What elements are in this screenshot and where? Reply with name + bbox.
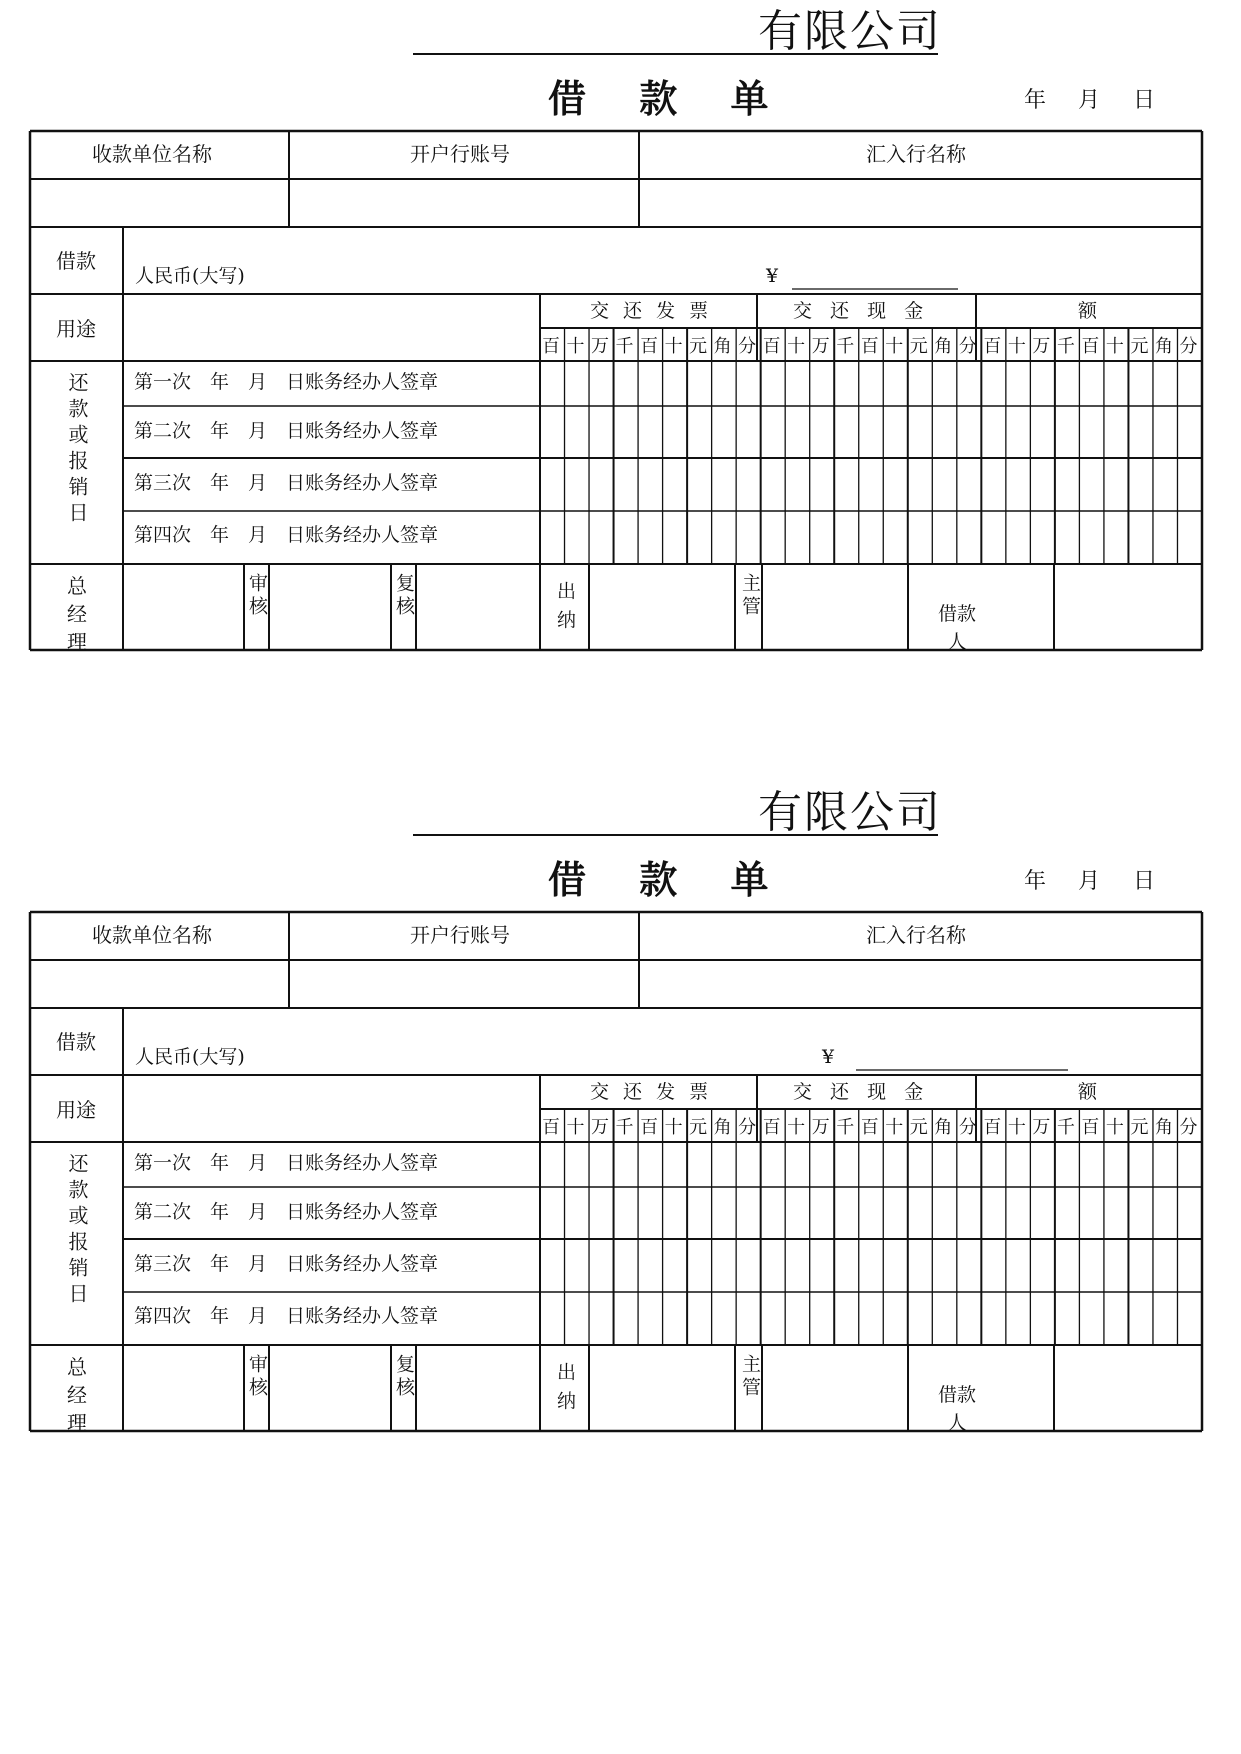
digit-unit-label: 千 [615, 1117, 634, 1138]
digit-unit-label: 千 [1056, 1117, 1075, 1138]
digit-unit-label: 元 [909, 336, 928, 357]
digit-unit-label: 分 [738, 336, 757, 357]
digit-unit-label: 百 [1081, 336, 1100, 357]
rmb-uppercase-label: 人民币(大写) [135, 1046, 245, 1068]
digit-unit-label: 万 [811, 1117, 830, 1138]
remit-bank-field[interactable] [641, 962, 1200, 1007]
digit-unit-label: 万 [591, 1117, 610, 1138]
borrower-label: 借款人 [937, 603, 976, 653]
borrower-label: 借款人 [937, 1384, 976, 1434]
borrower-signature-field[interactable] [1058, 1346, 1200, 1428]
company-suffix: 有限公司 [758, 6, 942, 57]
digit-unit-label: 角 [1154, 336, 1173, 357]
form-title: 借 款 单 [548, 857, 789, 902]
review-signature-field[interactable] [418, 1346, 539, 1428]
audit-signature-field[interactable] [271, 565, 388, 647]
date-year: 年 [1024, 869, 1047, 894]
purpose-label: 用途 [56, 317, 96, 341]
digit-unit-label: 千 [836, 336, 855, 357]
amount-figure-field[interactable] [792, 260, 958, 290]
bank-account-header: 开户行账号 [410, 142, 510, 166]
bank-account-header: 开户行账号 [410, 923, 510, 947]
digit-unit-label: 元 [689, 1117, 708, 1138]
digit-unit-label: 千 [1056, 336, 1075, 357]
digit-unit-label: 万 [591, 336, 610, 357]
review-signature-field[interactable] [418, 565, 539, 647]
loan-label: 借款 [56, 249, 96, 273]
repay-row-2: 第二次 年 月 日账务经办人签章 [134, 420, 439, 442]
digit-unit-label: 分 [738, 1117, 757, 1138]
digit-unit-label: 角 [1154, 1117, 1173, 1138]
repay-date-label: 还款或报销日 [65, 372, 89, 528]
general-manager-label: 总 经 理 [67, 574, 91, 654]
repay-row-1: 第一次 年 月 日账务经办人签章 [134, 371, 439, 393]
digit-unit-label: 万 [1032, 336, 1051, 357]
remit-bank-header: 汇入行名称 [866, 142, 966, 166]
repay-row-4: 第四次 年 月 日账务经办人签章 [134, 524, 439, 546]
repay-row-1: 第一次 年 月 日账务经办人签章 [134, 1152, 439, 1174]
digit-unit-label: 角 [713, 336, 732, 357]
gm-signature-field[interactable] [126, 1346, 241, 1428]
digit-unit-label: 十 [566, 1117, 585, 1138]
audit-label: 审核 [246, 1354, 268, 1400]
repay-date-label: 还款或报销日 [65, 1153, 89, 1309]
yen-symbol: ¥ [822, 1046, 835, 1068]
digit-unit-label: 元 [1130, 1117, 1149, 1138]
repay-row-4: 第四次 年 月 日账务经办人签章 [134, 1305, 439, 1327]
digit-unit-label: 百 [1081, 1117, 1100, 1138]
digit-unit-label: 百 [640, 1117, 659, 1138]
digit-unit-label: 百 [640, 336, 659, 357]
payee-name-field[interactable] [31, 962, 288, 1007]
supervisor-label: 主管 [739, 573, 761, 619]
digit-unit-label: 分 [958, 1117, 977, 1138]
digit-unit-label: 十 [885, 1117, 904, 1138]
digit-unit-label: 百 [860, 1117, 879, 1138]
loan-label: 借款 [56, 1030, 96, 1054]
purpose-label: 用途 [56, 1098, 96, 1122]
digit-unit-label: 分 [1179, 336, 1198, 357]
purpose-field[interactable] [126, 1079, 540, 1140]
review-label: 复核 [393, 573, 415, 619]
digit-unit-label: 百 [542, 336, 560, 357]
rmb-uppercase-label: 人民币(大写) [135, 265, 245, 287]
audit-label: 审核 [246, 573, 268, 619]
payee-name-header: 收款单位名称 [92, 923, 212, 947]
digit-unit-label: 分 [958, 336, 977, 357]
amount-header: 额 [1078, 300, 1098, 322]
digit-unit-label: 千 [836, 1117, 855, 1138]
borrower-signature-field[interactable] [1058, 565, 1200, 647]
digit-unit-label: 万 [1032, 1117, 1051, 1138]
supervisor-signature-field[interactable] [764, 565, 907, 647]
bank-account-field[interactable] [291, 962, 637, 1007]
digit-unit-label: 百 [983, 1117, 1002, 1138]
digit-unit-label: 分 [1179, 1117, 1198, 1138]
digit-unit-label: 角 [934, 336, 953, 357]
purpose-field[interactable] [126, 298, 540, 359]
digit-unit-label: 十 [787, 1117, 806, 1138]
digit-unit-label: 十 [787, 336, 806, 357]
digit-unit-label: 百 [860, 336, 879, 357]
digit-unit-label: 十 [885, 336, 904, 357]
digit-unit-label: 十 [664, 1117, 683, 1138]
digit-unit-label: 十 [1007, 1117, 1026, 1138]
repay-row-3: 第三次 年 月 日账务经办人签章 [134, 1253, 439, 1275]
loan-form [0, 0, 1241, 700]
form-title: 借 款 单 [548, 76, 789, 121]
digit-unit-label: 十 [1105, 1117, 1124, 1138]
invoice-return-header: 交 还 发 票 [590, 1081, 713, 1103]
digit-unit-label: 十 [1105, 336, 1124, 357]
cashier-signature-field[interactable] [591, 565, 734, 647]
cashier-signature-field[interactable] [591, 1346, 734, 1428]
digit-unit-label: 千 [615, 336, 634, 357]
supervisor-label: 主管 [739, 1354, 761, 1400]
digit-unit-label: 角 [934, 1117, 953, 1138]
cashier-label: 出纳 [554, 1362, 576, 1420]
digit-unit-label: 百 [983, 336, 1002, 357]
digit-unit-label: 元 [689, 336, 708, 357]
date-month: 月 [1078, 88, 1101, 113]
cash-return-header: 交 还 现 金 [793, 1081, 930, 1103]
amount-header: 额 [1078, 1081, 1098, 1103]
date-day: 日 [1133, 88, 1156, 113]
yen-symbol: ¥ [766, 265, 779, 287]
repay-row-2: 第二次 年 月 日账务经办人签章 [134, 1201, 439, 1223]
remit-bank-field[interactable] [641, 181, 1200, 226]
payee-name-field[interactable] [31, 181, 288, 226]
cashier-label: 出纳 [554, 581, 576, 639]
digit-unit-label: 百 [762, 336, 781, 357]
digit-unit-label: 十 [566, 336, 585, 357]
digit-unit-label: 百 [762, 1117, 781, 1138]
digit-unit-label: 十 [1007, 336, 1026, 357]
bank-account-field[interactable] [291, 181, 637, 226]
supervisor-signature-field[interactable] [764, 1346, 907, 1428]
date-year: 年 [1024, 88, 1047, 113]
loan-form [0, 781, 1241, 1481]
rmb-uppercase-field[interactable] [230, 1013, 750, 1073]
digit-unit-label: 角 [713, 1117, 732, 1138]
remit-bank-header: 汇入行名称 [866, 923, 966, 947]
gm-signature-field[interactable] [126, 565, 241, 647]
cash-return-header: 交 还 现 金 [793, 300, 930, 322]
invoice-return-header: 交 还 发 票 [590, 300, 713, 322]
rmb-uppercase-field[interactable] [230, 232, 750, 292]
general-manager-label: 总 经 理 [67, 1355, 91, 1435]
digit-unit-label: 元 [1130, 336, 1149, 357]
digit-unit-label: 十 [664, 336, 683, 357]
date-day: 日 [1133, 869, 1156, 894]
amount-figure-field[interactable] [856, 1041, 1068, 1071]
audit-signature-field[interactable] [271, 1346, 388, 1428]
date-month: 月 [1078, 869, 1101, 894]
review-label: 复核 [393, 1354, 415, 1400]
digit-unit-label: 元 [909, 1117, 928, 1138]
digit-unit-label: 万 [811, 336, 830, 357]
company-suffix: 有限公司 [758, 787, 942, 838]
digit-unit-label: 百 [542, 1117, 560, 1138]
repay-row-3: 第三次 年 月 日账务经办人签章 [134, 472, 439, 494]
payee-name-header: 收款单位名称 [92, 142, 212, 166]
